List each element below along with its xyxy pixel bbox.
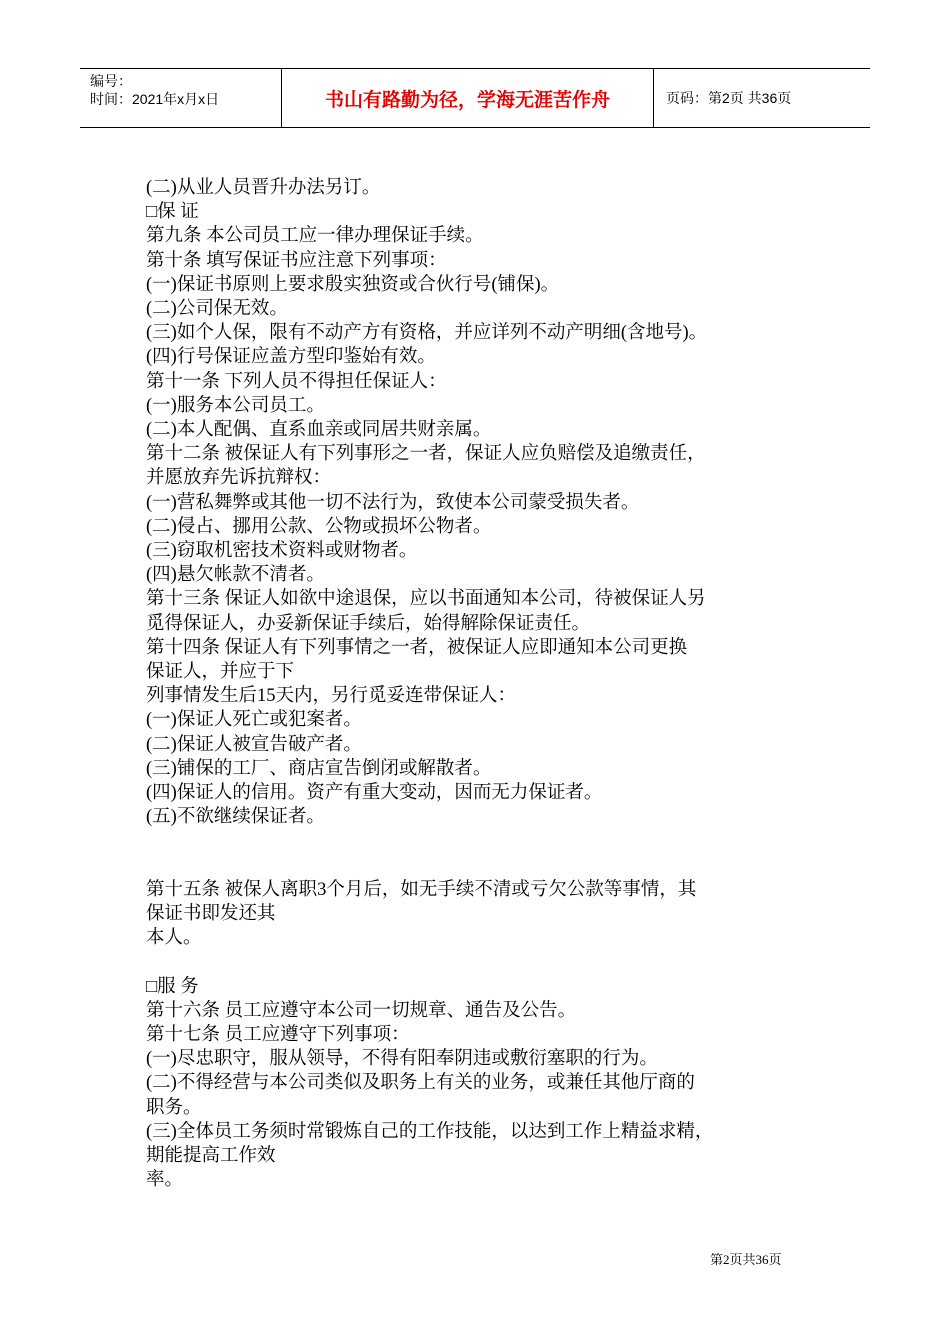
text-line: 第十三条 保证人如欲中途退保，应以书面通知本公司，待被保证人另 — [146, 589, 706, 610]
header-motto: 书山有路勤为径，学海无涯苦作舟 — [282, 69, 654, 127]
page-footer: 第2页共36页 — [710, 1252, 782, 1267]
time-label: 时间：2021年x月x日 — [90, 91, 220, 107]
text-line: (五)不欲继续保证者。 — [146, 807, 325, 828]
text-line: □保 证 — [146, 202, 199, 223]
blank-line — [146, 950, 816, 974]
text-line: 期能提高工作效 — [146, 1146, 276, 1167]
text-line: (二)保证人被宣告破产者。 — [146, 734, 362, 755]
text-line: (一)保证书原则上要求殷实独资或合伙行号(铺保)。 — [146, 274, 560, 295]
text-line: 保证人，并应于下 — [146, 662, 295, 683]
text-line: (一)保证人死亡或犯案者。 — [146, 710, 362, 731]
text-line: (二)公司保无效。 — [146, 299, 288, 320]
text-line: 第十一条 下列人员不得担任保证人： — [146, 371, 447, 392]
text-line: (四)保证人的信用。资产有重大变动，因而无力保证者。 — [146, 783, 603, 804]
text-line: □服 务 — [146, 976, 199, 997]
blank-line — [146, 829, 816, 853]
text-line: 第十二条 被保证人有下列事形之一者，保证人应负赔偿及追缴责任， — [146, 444, 706, 465]
text-line: (三)全体员工务须时常锻炼自己的工作技能，以达到工作上精益求精， — [146, 1121, 714, 1142]
text-line: 第十四条 保证人有下列事情之一者，被保证人应即通知本公司更换 — [146, 637, 688, 658]
text-line: (三)窃取机密技术资料或财物者。 — [146, 541, 418, 562]
text-line: 本人。 — [146, 928, 202, 949]
text-line: 保证书即发还其 — [146, 904, 276, 925]
text-line: (二)从业人员晋升办法另订。 — [146, 178, 381, 198]
text-line: (二)侵占、挪用公款、公物或损坏公物者。 — [146, 516, 492, 537]
text-line: (三)如个人保，限有不动产方有资格，并应详列不动产明细(含地号)。 — [146, 323, 708, 344]
document-body — [146, 176, 816, 1192]
text-line: 并愿放弃先诉抗辩权： — [146, 468, 332, 489]
text-line: (一)服务本公司员工。 — [146, 395, 325, 416]
text-line: (二)本人配偶、直系血亲或同居共财亲属。 — [146, 420, 492, 441]
header-page-info: 页码：第2页 共36页 — [666, 90, 792, 106]
text-line: (四)悬欠帐款不清者。 — [146, 565, 325, 586]
text-line: 第十七条 员工应遵守下列事项： — [146, 1025, 410, 1046]
number-label: 编号： — [90, 73, 132, 89]
text-line: 职务。 — [146, 1097, 202, 1118]
text-line: 觅得保证人，办妥新保证手续后，始得解除保证责任。 — [146, 613, 591, 634]
text-line: 第十六条 员工应遵守本公司一切规章、通告及公告。 — [146, 1000, 577, 1021]
page-header — [80, 68, 870, 128]
text-line: 率。 — [146, 1170, 184, 1191]
text-line: 第十五条 被保人离职3个月后，如无手续不清或亏欠公款等事情，其 — [146, 879, 697, 900]
text-line: 第九条 本公司员工应一律办理保证手续。 — [146, 226, 484, 247]
text-line: (三)铺保的工厂、商店宣告倒闭或解散者。 — [146, 758, 492, 779]
text-line: (一)营私舞弊或其他一切不法行为，致使本公司蒙受损失者。 — [146, 492, 640, 513]
text-line: 列事情发生后15天内，另行觅妥连带保证人： — [146, 686, 517, 707]
header-meta — [80, 69, 282, 127]
blank-line — [146, 854, 816, 878]
text-line: 第十条 填写保证书应注意下列事项： — [146, 250, 447, 271]
text-line: (一)尽忠职守，服从领导，不得有阳奉阴违或敷衍塞职的行为。 — [146, 1049, 658, 1070]
text-line: (四)行号保证应盖方型印鉴始有效。 — [146, 347, 436, 368]
text-line: (二)不得经营与本公司类似及职务上有关的业务，或兼任其他厅商的 — [146, 1073, 695, 1094]
